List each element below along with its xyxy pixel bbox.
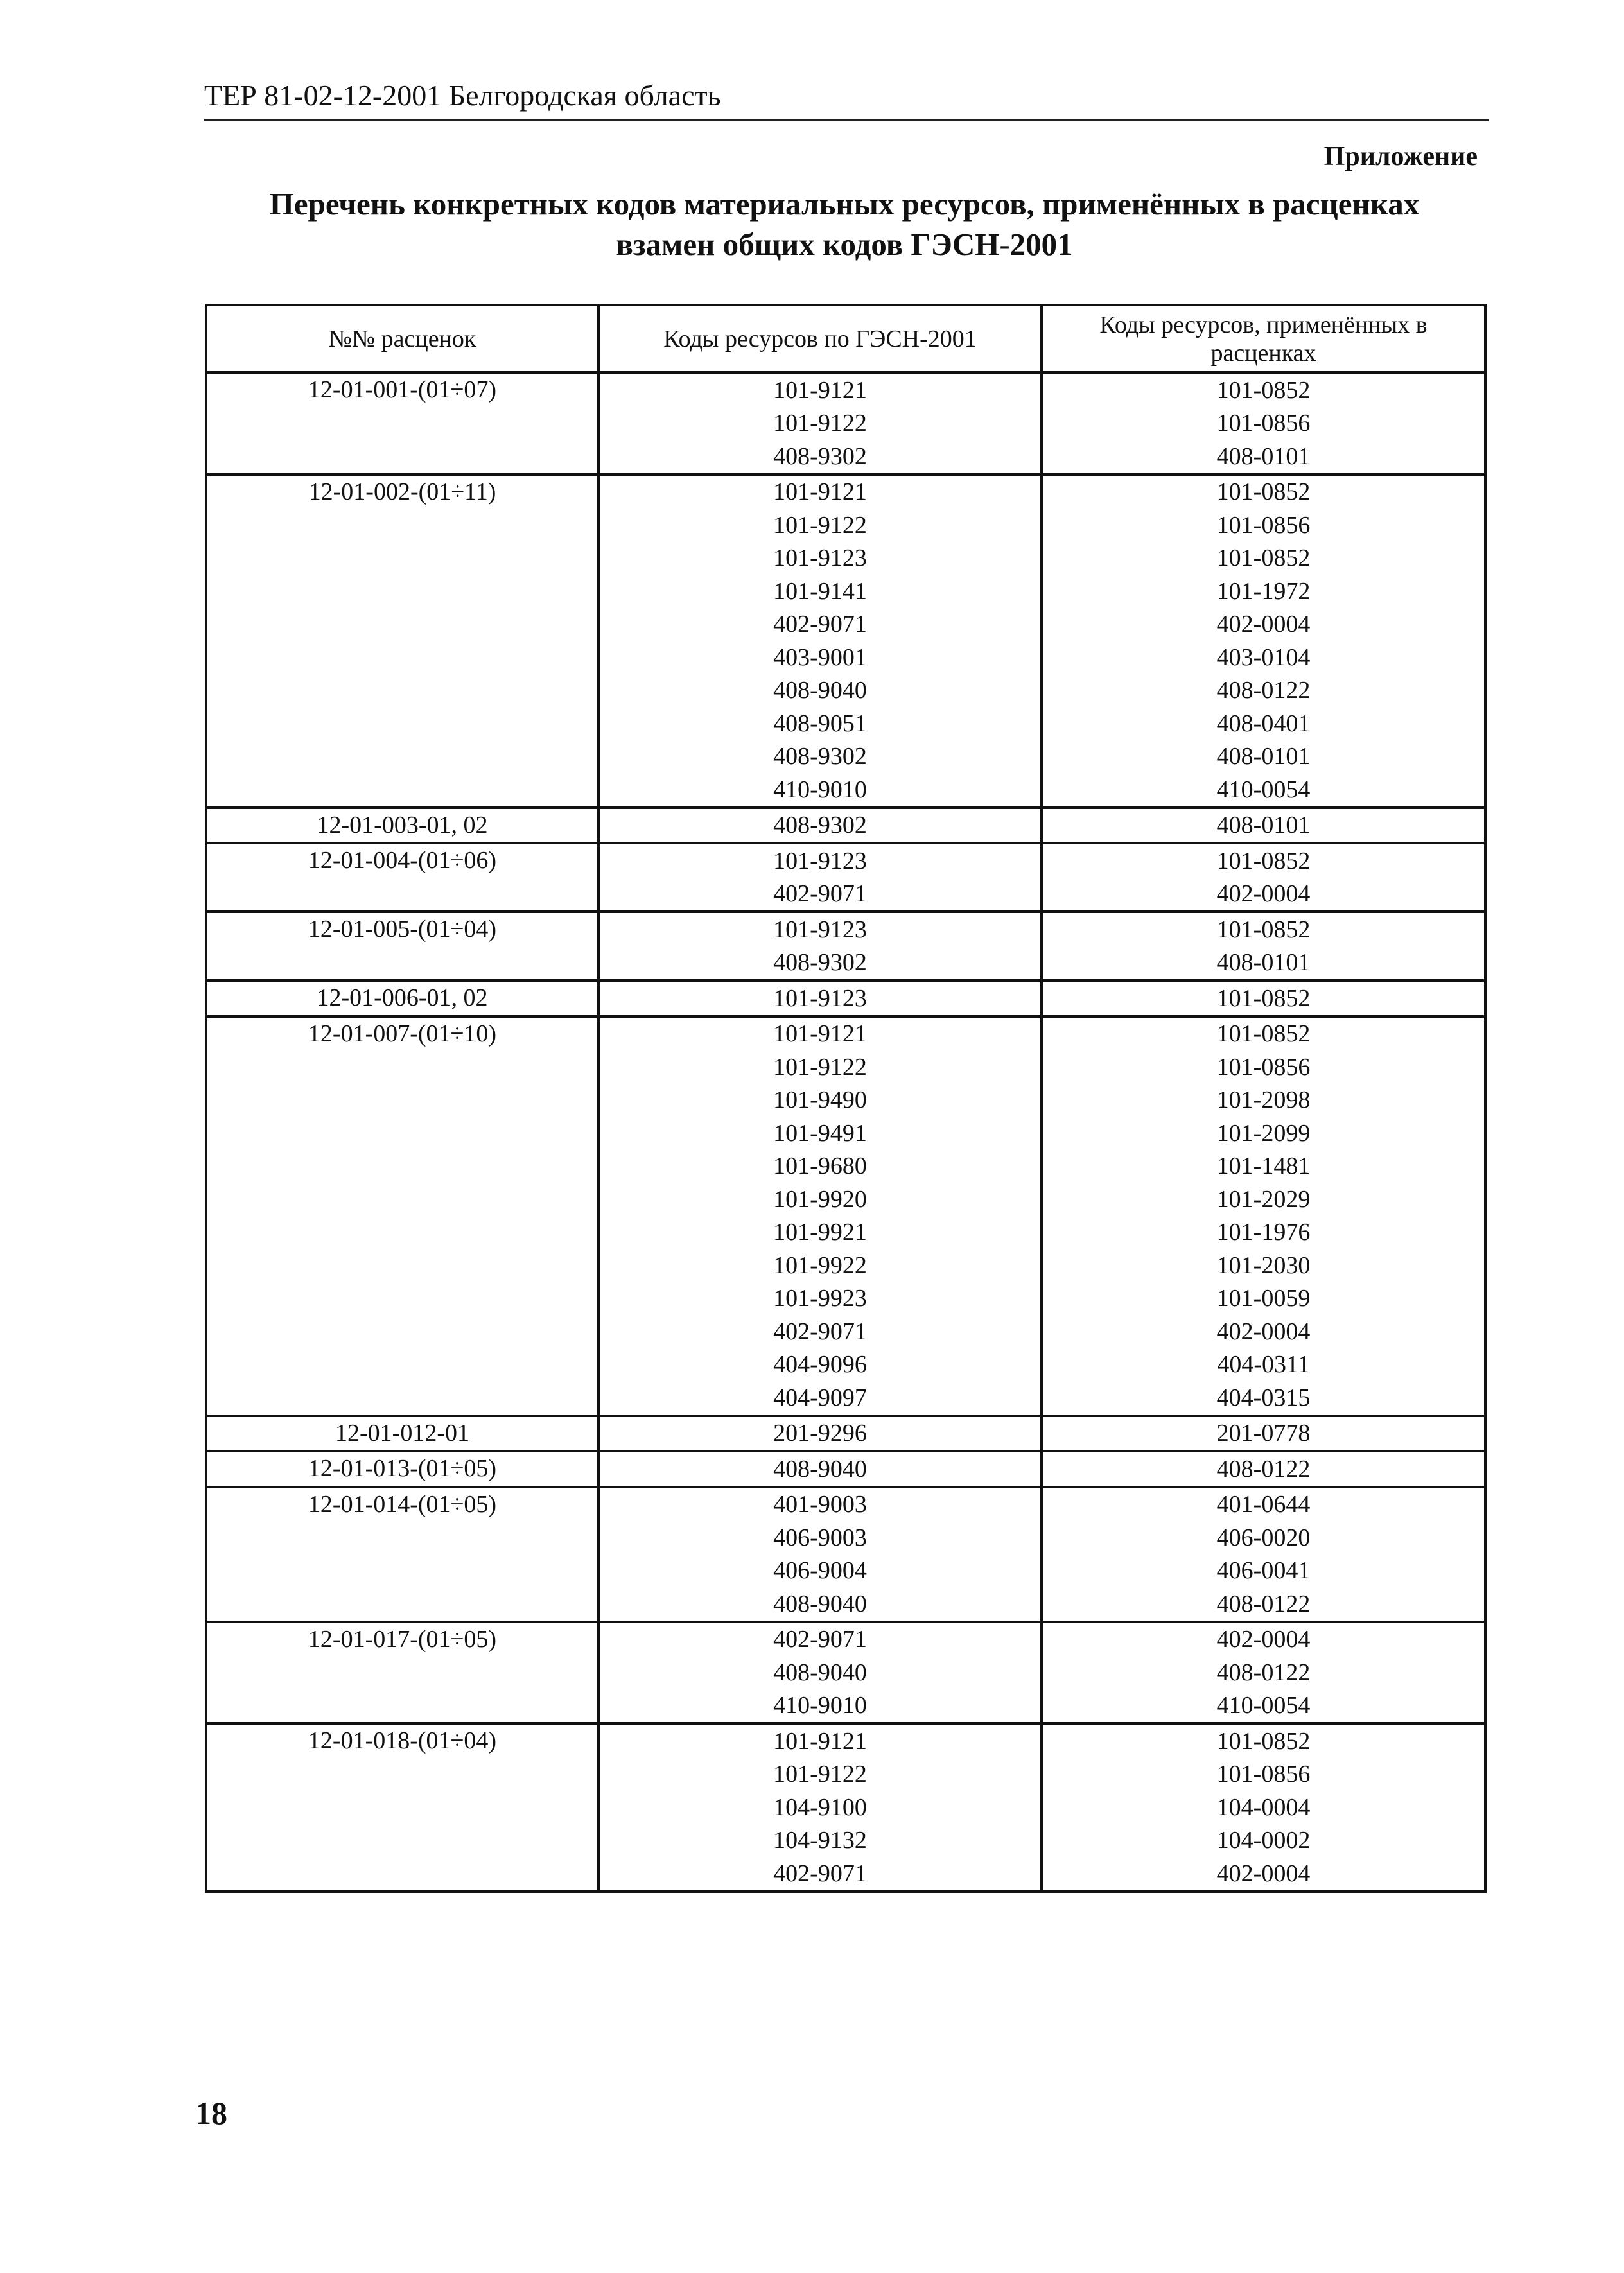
rate-number-cell bbox=[206, 509, 598, 542]
table-row bbox=[206, 1521, 1485, 1555]
rate-number-cell: 12-01-003-01, 02 bbox=[206, 808, 598, 844]
table-row bbox=[206, 707, 1485, 740]
applied-code-cell: 402-0004 bbox=[1042, 608, 1485, 641]
table-row bbox=[206, 1622, 1485, 1657]
document-title bbox=[193, 184, 1496, 265]
gesn-code-cell: 101-9121 bbox=[598, 1016, 1042, 1051]
table-row bbox=[206, 773, 1485, 808]
applied-code-cell: 101-1976 bbox=[1042, 1216, 1485, 1250]
applied-code-cell: 402-0004 bbox=[1042, 1622, 1485, 1657]
table-row bbox=[206, 1587, 1485, 1622]
rate-number-cell: 12-01-013-(01÷05) bbox=[206, 1451, 598, 1487]
applied-code-cell: 104-0004 bbox=[1042, 1791, 1485, 1824]
gesn-code-cell: 101-9680 bbox=[598, 1150, 1042, 1183]
gesn-code-cell: 101-9121 bbox=[598, 372, 1042, 407]
gesn-code-cell: 104-9132 bbox=[598, 1824, 1042, 1858]
rate-number-cell bbox=[206, 878, 598, 912]
gesn-code-cell: 401-9003 bbox=[598, 1487, 1042, 1522]
table-row bbox=[206, 1824, 1485, 1858]
rate-number-cell: 12-01-004-(01÷06) bbox=[206, 843, 598, 878]
table-row bbox=[206, 509, 1485, 542]
applied-code-cell: 101-0852 bbox=[1042, 542, 1485, 575]
gesn-code-cell: 408-9040 bbox=[598, 1451, 1042, 1487]
gesn-code-cell: 402-9071 bbox=[598, 1857, 1042, 1892]
gesn-code-cell: 410-9010 bbox=[598, 1689, 1042, 1724]
table-row bbox=[206, 946, 1485, 981]
rate-number-cell bbox=[206, 1315, 598, 1348]
rate-number-cell bbox=[206, 773, 598, 808]
gesn-code-cell: 408-9040 bbox=[598, 1656, 1042, 1689]
gesn-code-cell: 402-9071 bbox=[598, 1622, 1042, 1657]
rate-number-cell bbox=[206, 1791, 598, 1824]
applied-code-cell: 408-0101 bbox=[1042, 946, 1485, 981]
gesn-code-cell: 101-9123 bbox=[598, 980, 1042, 1016]
applied-code-cell: 408-0122 bbox=[1042, 674, 1485, 708]
table-row bbox=[206, 1857, 1485, 1892]
table-header-row bbox=[206, 305, 1485, 372]
rate-number-cell bbox=[206, 1282, 598, 1316]
applied-code-cell: 101-2030 bbox=[1042, 1249, 1485, 1282]
applied-code-cell: 408-0122 bbox=[1042, 1587, 1485, 1622]
applied-code-cell: 101-0852 bbox=[1042, 1016, 1485, 1051]
page-number: 18 bbox=[195, 2095, 227, 2131]
applied-code-cell: 101-0856 bbox=[1042, 407, 1485, 440]
rate-number-cell bbox=[206, 1249, 598, 1282]
gesn-code-cell: 101-9123 bbox=[598, 542, 1042, 575]
rate-number-cell: 12-01-017-(01÷05) bbox=[206, 1622, 598, 1657]
rate-number-cell bbox=[206, 641, 598, 674]
applied-code-cell: 402-0004 bbox=[1042, 878, 1485, 912]
table-row bbox=[206, 440, 1485, 475]
applied-code-cell: 408-0101 bbox=[1042, 808, 1485, 844]
rate-number-cell bbox=[206, 1587, 598, 1622]
applied-code-cell: 410-0054 bbox=[1042, 1689, 1485, 1724]
rate-number-cell bbox=[206, 1183, 598, 1216]
table-row bbox=[206, 1689, 1485, 1724]
table-row bbox=[206, 1282, 1485, 1316]
table-row bbox=[206, 878, 1485, 912]
rate-number-cell bbox=[206, 740, 598, 774]
applied-code-cell: 408-0122 bbox=[1042, 1451, 1485, 1487]
gesn-code-cell: 408-9302 bbox=[598, 440, 1042, 475]
applied-code-cell: 402-0004 bbox=[1042, 1315, 1485, 1348]
appendix-label: Приложение bbox=[1323, 142, 1478, 171]
gesn-code-cell: 101-9121 bbox=[598, 1723, 1042, 1758]
applied-code-cell: 404-0315 bbox=[1042, 1381, 1485, 1416]
rate-number-cell bbox=[206, 407, 598, 440]
gesn-code-cell: 101-9123 bbox=[598, 912, 1042, 946]
rate-number-cell bbox=[206, 440, 598, 475]
running-header: ТЕР 81-02-12-2001 Белгородская область bbox=[204, 79, 721, 112]
gesn-code-cell: 408-9302 bbox=[598, 740, 1042, 774]
applied-code-cell: 101-2099 bbox=[1042, 1117, 1485, 1150]
applied-code-cell: 101-2098 bbox=[1042, 1084, 1485, 1117]
header-applied-codes: Коды ресурсов, применённых в расценках bbox=[1042, 305, 1485, 372]
rate-number-cell: 12-01-007-(01÷10) bbox=[206, 1016, 598, 1051]
rate-number-cell bbox=[206, 946, 598, 981]
gesn-code-cell: 101-9923 bbox=[598, 1282, 1042, 1316]
gesn-code-cell: 402-9071 bbox=[598, 878, 1042, 912]
table-row bbox=[206, 1487, 1485, 1522]
rate-number-cell bbox=[206, 1150, 598, 1183]
table-row bbox=[206, 1315, 1485, 1348]
table-row bbox=[206, 575, 1485, 608]
applied-code-cell: 101-2029 bbox=[1042, 1183, 1485, 1216]
gesn-code-cell: 406-9003 bbox=[598, 1521, 1042, 1555]
table-row bbox=[206, 1416, 1485, 1452]
table-row bbox=[206, 1249, 1485, 1282]
gesn-code-cell: 101-9491 bbox=[598, 1117, 1042, 1150]
rate-number-cell bbox=[206, 674, 598, 708]
applied-code-cell: 101-1481 bbox=[1042, 1150, 1485, 1183]
gesn-code-cell: 408-9302 bbox=[598, 946, 1042, 981]
table-row bbox=[206, 1183, 1485, 1216]
rate-number-cell: 12-01-012-01 bbox=[206, 1416, 598, 1452]
table-row bbox=[206, 1050, 1485, 1084]
gesn-code-cell: 101-9920 bbox=[598, 1183, 1042, 1216]
applied-code-cell: 402-0004 bbox=[1042, 1857, 1485, 1892]
rate-number-cell bbox=[206, 1084, 598, 1117]
gesn-code-cell: 406-9004 bbox=[598, 1555, 1042, 1588]
table-row bbox=[206, 1451, 1485, 1487]
gesn-code-cell: 101-9922 bbox=[598, 1249, 1042, 1282]
applied-code-cell: 408-0101 bbox=[1042, 440, 1485, 475]
rate-number-cell bbox=[206, 1824, 598, 1858]
gesn-code-cell: 101-9123 bbox=[598, 843, 1042, 878]
table-row bbox=[206, 542, 1485, 575]
applied-code-cell: 101-0852 bbox=[1042, 1723, 1485, 1758]
table-row bbox=[206, 1084, 1485, 1117]
applied-code-cell: 406-0020 bbox=[1042, 1521, 1485, 1555]
rate-number-cell bbox=[206, 1381, 598, 1416]
applied-code-cell: 101-0852 bbox=[1042, 475, 1485, 509]
table-row bbox=[206, 407, 1485, 440]
table-row bbox=[206, 1348, 1485, 1382]
applied-code-cell: 401-0644 bbox=[1042, 1487, 1485, 1522]
gesn-code-cell: 402-9071 bbox=[598, 1315, 1042, 1348]
applied-code-cell: 101-0856 bbox=[1042, 1050, 1485, 1084]
applied-code-cell: 101-0856 bbox=[1042, 1758, 1485, 1791]
gesn-code-cell: 404-9096 bbox=[598, 1348, 1042, 1382]
applied-code-cell: 104-0002 bbox=[1042, 1824, 1485, 1858]
table-row bbox=[206, 1656, 1485, 1689]
rate-number-cell bbox=[206, 1117, 598, 1150]
resource-codes-table bbox=[205, 304, 1487, 1893]
applied-code-cell: 101-0852 bbox=[1042, 912, 1485, 946]
applied-code-cell: 101-0852 bbox=[1042, 372, 1485, 407]
table-row bbox=[206, 1791, 1485, 1824]
applied-code-cell: 403-0104 bbox=[1042, 641, 1485, 674]
table-body bbox=[206, 372, 1485, 1892]
rate-number-cell bbox=[206, 1216, 598, 1250]
table-row bbox=[206, 808, 1485, 844]
table-row bbox=[206, 912, 1485, 946]
applied-code-cell: 201-0778 bbox=[1042, 1416, 1485, 1452]
rate-number-cell bbox=[206, 1656, 598, 1689]
table-row bbox=[206, 1117, 1485, 1150]
applied-code-cell: 406-0041 bbox=[1042, 1555, 1485, 1588]
rate-number-cell bbox=[206, 1758, 598, 1791]
gesn-code-cell: 201-9296 bbox=[598, 1416, 1042, 1452]
applied-code-cell: 408-0122 bbox=[1042, 1656, 1485, 1689]
rate-number-cell bbox=[206, 707, 598, 740]
rate-number-cell bbox=[206, 1521, 598, 1555]
rate-number-cell bbox=[206, 1555, 598, 1588]
applied-code-cell: 408-0101 bbox=[1042, 740, 1485, 774]
applied-code-cell: 404-0311 bbox=[1042, 1348, 1485, 1382]
gesn-code-cell: 408-9302 bbox=[598, 808, 1042, 844]
table-row bbox=[206, 1555, 1485, 1588]
gesn-code-cell: 408-9051 bbox=[598, 707, 1042, 740]
applied-code-cell: 410-0054 bbox=[1042, 773, 1485, 808]
applied-code-cell: 101-0059 bbox=[1042, 1282, 1485, 1316]
gesn-code-cell: 101-9141 bbox=[598, 575, 1042, 608]
rate-number-cell bbox=[206, 608, 598, 641]
table-row bbox=[206, 1016, 1485, 1051]
gesn-code-cell: 101-9121 bbox=[598, 475, 1042, 509]
table-row bbox=[206, 1723, 1485, 1758]
rate-number-cell: 12-01-014-(01÷05) bbox=[206, 1487, 598, 1522]
table-row bbox=[206, 1381, 1485, 1416]
applied-code-cell: 101-0852 bbox=[1042, 843, 1485, 878]
table-row bbox=[206, 641, 1485, 674]
gesn-code-cell: 101-9122 bbox=[598, 509, 1042, 542]
rate-number-cell: 12-01-006-01, 02 bbox=[206, 980, 598, 1016]
rate-number-cell bbox=[206, 1857, 598, 1892]
rate-number-cell bbox=[206, 1348, 598, 1382]
rate-number-cell bbox=[206, 1689, 598, 1724]
table-row bbox=[206, 740, 1485, 774]
gesn-code-cell: 402-9071 bbox=[598, 608, 1042, 641]
gesn-code-cell: 101-9122 bbox=[598, 407, 1042, 440]
table-row bbox=[206, 1216, 1485, 1250]
rate-number-cell: 12-01-002-(01÷11) bbox=[206, 475, 598, 509]
applied-code-cell: 408-0401 bbox=[1042, 707, 1485, 740]
applied-code-cell: 101-1972 bbox=[1042, 575, 1485, 608]
title-line-1: Перечень конкретных кодов материальных ресурсов, применённых в расценках bbox=[269, 186, 1420, 222]
rate-number-cell: 12-01-001-(01÷07) bbox=[206, 372, 598, 407]
table-row bbox=[206, 372, 1485, 407]
gesn-code-cell: 101-9122 bbox=[598, 1050, 1042, 1084]
table-row bbox=[206, 1150, 1485, 1183]
applied-code-cell: 101-0856 bbox=[1042, 509, 1485, 542]
table-row bbox=[206, 608, 1485, 641]
table-row bbox=[206, 843, 1485, 878]
rate-number-cell bbox=[206, 542, 598, 575]
table-row bbox=[206, 980, 1485, 1016]
table-row bbox=[206, 475, 1485, 509]
table-row bbox=[206, 1758, 1485, 1791]
gesn-code-cell: 408-9040 bbox=[598, 674, 1042, 708]
gesn-code-cell: 403-9001 bbox=[598, 641, 1042, 674]
gesn-code-cell: 404-9097 bbox=[598, 1381, 1042, 1416]
title-line-2: взамен общих кодов ГЭСН-2001 bbox=[616, 227, 1073, 262]
rate-number-cell bbox=[206, 1050, 598, 1084]
gesn-code-cell: 410-9010 bbox=[598, 773, 1042, 808]
gesn-code-cell: 101-9490 bbox=[598, 1084, 1042, 1117]
header-gesn-codes: Коды ресурсов по ГЭСН-2001 bbox=[598, 305, 1042, 372]
rate-number-cell: 12-01-018-(01÷04) bbox=[206, 1723, 598, 1758]
gesn-code-cell: 101-9122 bbox=[598, 1758, 1042, 1791]
header-rate-numbers: №№ расценок bbox=[206, 305, 598, 372]
gesn-code-cell: 104-9100 bbox=[598, 1791, 1042, 1824]
applied-code-cell: 101-0852 bbox=[1042, 980, 1485, 1016]
gesn-code-cell: 408-9040 bbox=[598, 1587, 1042, 1622]
rate-number-cell bbox=[206, 575, 598, 608]
header-rule bbox=[204, 119, 1489, 121]
table-row bbox=[206, 674, 1485, 708]
gesn-code-cell: 101-9921 bbox=[598, 1216, 1042, 1250]
rate-number-cell: 12-01-005-(01÷04) bbox=[206, 912, 598, 946]
